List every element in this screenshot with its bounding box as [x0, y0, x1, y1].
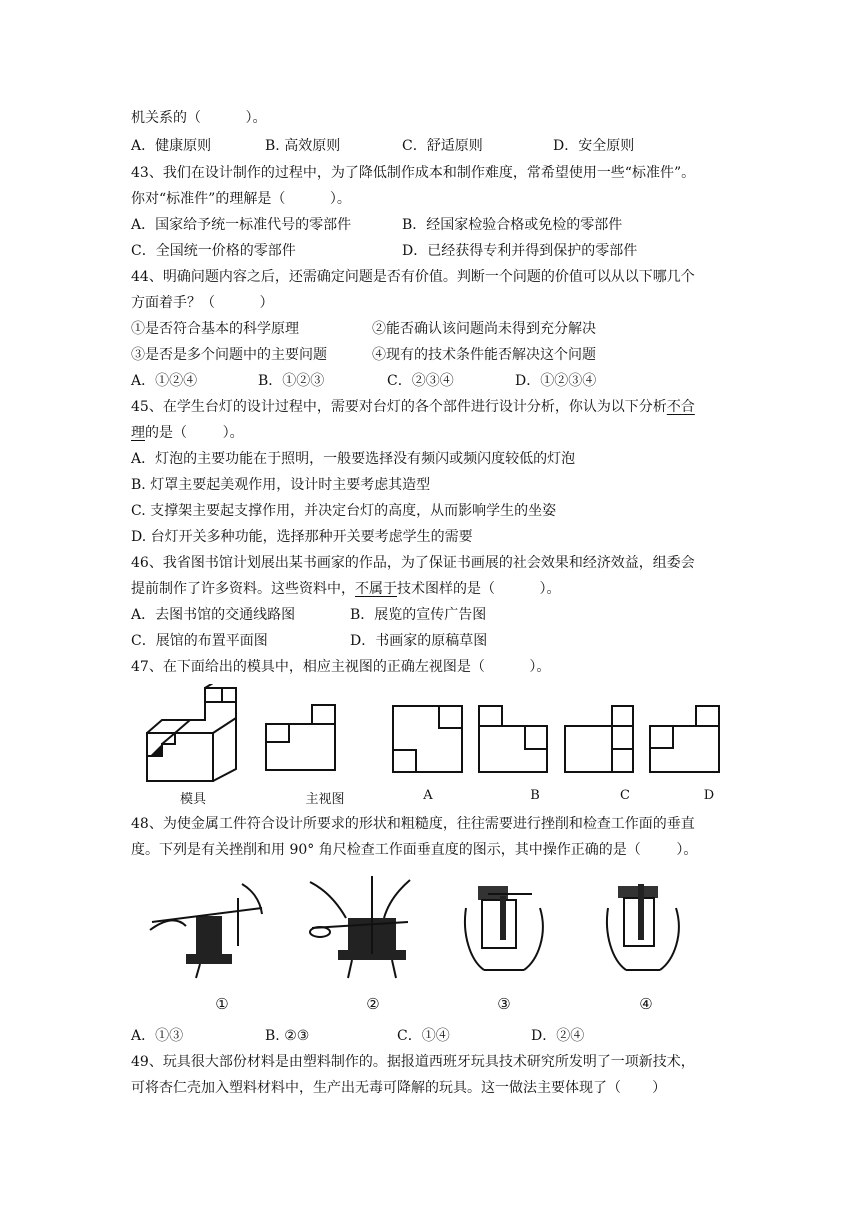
q48-option-d: D．②④: [531, 1028, 585, 1044]
caption-2: ②: [366, 995, 380, 1013]
option-c-drawing: [565, 706, 633, 772]
q46-stem-text: 提前制作了许多资料。这些资料中，: [131, 581, 355, 597]
q45-emphasis-cont: 理: [131, 425, 145, 441]
mold-isometric-drawing: [147, 684, 236, 781]
caption-front-view: 主视图: [305, 792, 345, 807]
caption-4: ④: [639, 995, 653, 1013]
q48-stem-line2: 度。下列是有关挫削和用 90° 角尺检查工作面垂直度的图示，其中操作正确的是（ ）。: [131, 842, 698, 858]
q46-stem-line1: 46、我省图书馆计划展出某书画家的作品，为了保证书画展的社会效果和经济效益，组委会: [131, 555, 695, 571]
q47-figure: [0, 684, 860, 804]
option-b-drawing: [479, 706, 547, 772]
q45-stem-line1: [131, 397, 695, 417]
q46-stem-text2: 技术图样的是（ ）。: [397, 581, 561, 597]
q42-option-a: A．健康原则: [131, 138, 212, 154]
q46-emphasis: 不属于: [355, 581, 397, 597]
caption-b: B: [530, 788, 540, 803]
q44-stem-line2: 方面着手？（ ）: [131, 295, 274, 311]
q48-option-a: A．①③: [131, 1028, 184, 1044]
square-check-illustration-4: [607, 884, 679, 970]
q48-option-c: C．①④: [397, 1028, 450, 1044]
q43-option-a: A．国家给予统一标准代号的零部件: [131, 217, 352, 233]
q44-item-4: ④现有的技术条件能否解决这个问题: [372, 347, 596, 363]
q45-stem-line2: [131, 423, 244, 443]
q44-option-a: A．①②④: [131, 373, 198, 389]
q48-stem-line1: 48、为使金属工件符合设计所要求的形状和粗糙度，往往需要进行挫削和检查工作面的垂直: [131, 816, 695, 832]
filing-illustration-2: [310, 876, 410, 978]
q42-option-c: C．舒适原则: [402, 138, 483, 154]
q46-option-d: D．书画家的原稿草图: [350, 633, 488, 649]
q42-option-d: D．安全原则: [553, 138, 635, 154]
filing-illustration-1: [150, 884, 262, 978]
q49-stem-line1: 49、玩具很大部份材料是由塑料制作的。据报道西班牙玩具技术研究所发明了一项新技术，: [131, 1054, 695, 1070]
caption-3: ③: [497, 995, 511, 1013]
q44-item-2: ②能否确认该问题尚未得到充分解决: [372, 321, 596, 337]
q45-option-a: A．灯泡的主要功能在于照明，一般要选择没有频闪或频闪度较低的灯泡: [131, 451, 576, 467]
square-check-illustration-3: [465, 886, 543, 970]
q43-option-d: D．已经获得专利并得到保护的零部件: [402, 243, 638, 259]
q44-item-3: ③是否是多个问题中的主要问题: [131, 347, 327, 363]
q43-option-c: C．全国统一价格的零部件: [131, 243, 296, 259]
q44-item-1: ①是否符合基本的科学原理: [131, 321, 299, 337]
q45-option-d: D. 台灯开关多种功能，选择那种开关要考虑学生的需要: [131, 529, 473, 545]
q48-option-b: B. ②③: [265, 1028, 310, 1044]
q43-stem-line1: 43、我们在设计制作的过程中，为了降低制作成本和制作难度，常希望使用一些“标准件”。: [131, 165, 696, 181]
option-a-drawing: [393, 706, 462, 772]
q43-stem-line2: 你对“标准件”的理解是（ ）。: [131, 191, 351, 207]
q46-option-a: A．去图书馆的交通线路图: [131, 607, 296, 623]
q44-stem-line1: 44、明确问题内容之后，还需确定问题是否有价值。判断一个问题的价值可以从以下哪几个: [131, 269, 695, 285]
q45-emphasis: 不合: [666, 399, 695, 415]
q46-stem-line2: [131, 579, 561, 599]
q49-stem-line2: 可将杏仁壳加入塑料材料中，生产出无毒可降解的玩具。这一做法主要体现了（ ）: [131, 1080, 667, 1096]
q45-stem-text: 45、在学生台灯的设计过程中，需要对台灯的各个部件进行设计分析，你认为以下分析: [131, 399, 667, 415]
q43-option-b: B．经国家检验合格或免检的零部件: [402, 217, 623, 233]
q45-option-c: C. 支撑架主要起支撑作用，并决定台灯的高度，从而影响学生的坐姿: [131, 503, 557, 519]
q45-stem-text2: 的是（ ）。: [145, 425, 244, 441]
q42-option-b: B. 高效原则: [265, 138, 341, 154]
q44-option-b: B．①②③: [258, 373, 325, 389]
q46-option-b: B．展览的宣传广告图: [350, 607, 487, 623]
q48-figure: [0, 874, 860, 984]
q45-option-b: B. 灯罩主要起美观作用，设计时主要考虑其造型: [131, 477, 431, 493]
q44-option-d: D．①②③④: [515, 373, 597, 389]
option-d-drawing: [650, 706, 719, 772]
caption-c: C: [620, 788, 630, 803]
q42-stem-tail: 机关系的（ ）。: [131, 110, 267, 126]
front-view-drawing: [266, 705, 335, 770]
caption-d: D: [703, 788, 715, 803]
q47-stem: 47、在下面给出的模具中，相应主视图的正确左视图是（ ）。: [131, 659, 551, 675]
caption-1: ①: [215, 995, 229, 1013]
q44-option-c: C．②③④: [387, 373, 454, 389]
q46-option-c: C．展馆的布置平面图: [131, 633, 268, 649]
caption-a: A: [423, 788, 433, 803]
caption-mold: 模具: [179, 792, 206, 807]
